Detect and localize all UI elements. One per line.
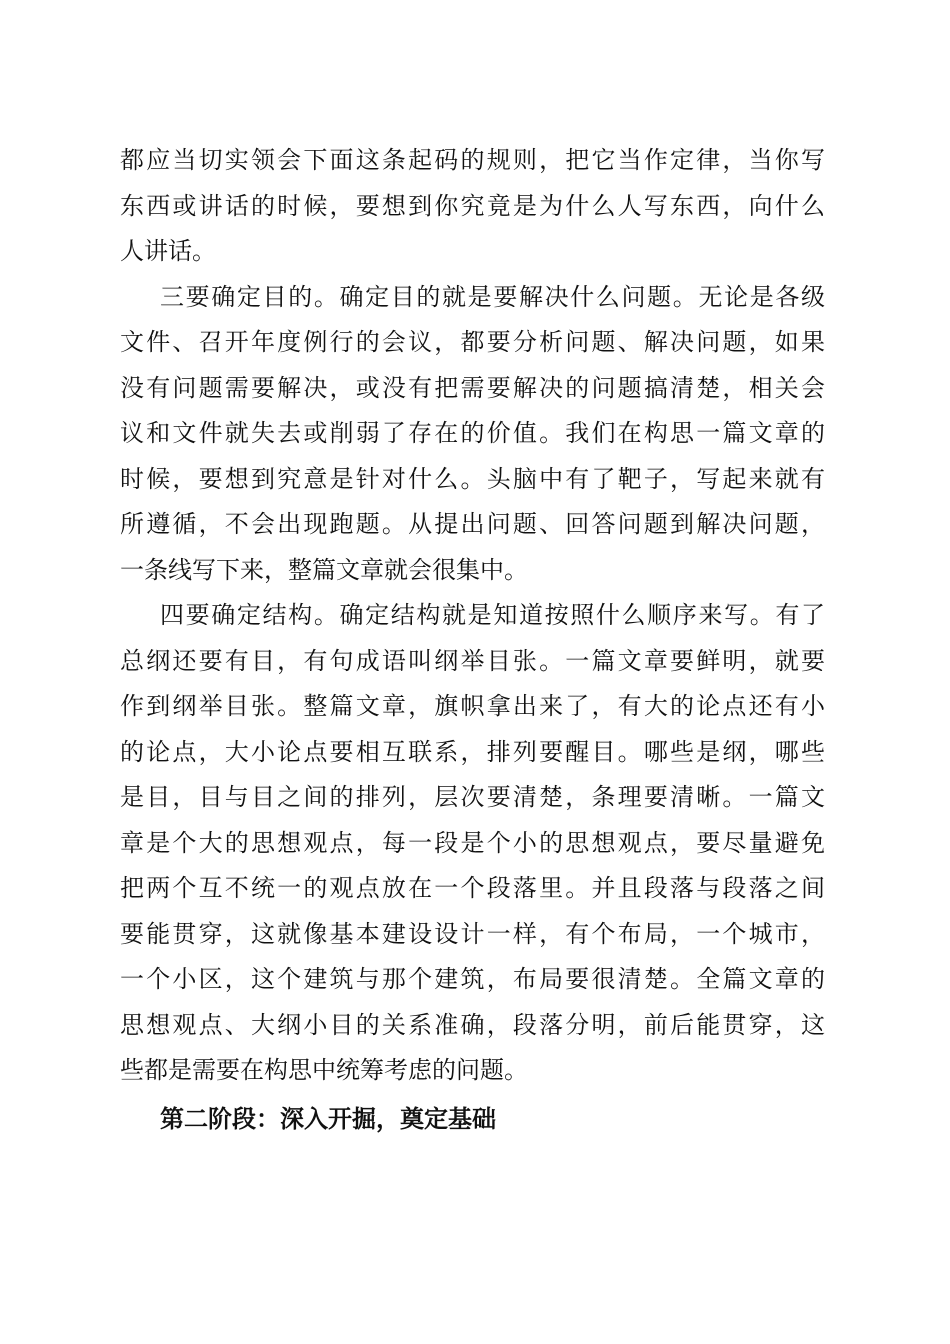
text-line: 没有问题需要解决，或没有把需要解决的问题搞清楚，相关会 [120, 373, 825, 402]
text-line: 作到纲举目张。整篇文章，旗帜拿出来了，有大的论点还有小 [120, 692, 825, 720]
paragraph-first-line: 四要确定结构。确定结构就是知道按照什么顺序来写。有了 [160, 601, 825, 629]
text-line: 都应当切实领会下面这条起码的规则，把它当作定律，当你写 [120, 146, 825, 174]
text-line: 议和文件就失去或削弱了存在的价值。我们在构思一篇文章的 [120, 419, 825, 447]
text-line: 思想观点、大纲小目的关系准确，段落分明，前后能贯穿，这 [120, 1010, 825, 1039]
section-heading: 第二阶段：深入开掘，奠定基础 [160, 1103, 496, 1133]
text-line: 些都是需要在构思中统筹考虑的问题。 [120, 1056, 528, 1084]
text-line: 是目，目与目之间的排列，层次要清楚，条理要清晰。一篇文 [120, 783, 825, 811]
text-line: 时候，要想到究意是针对什么。头脑中有了靶子，写起来就有 [120, 464, 825, 493]
text-line: 一条线写下来，整篇文章就会很集中。 [120, 555, 528, 584]
text-line: 文件、召开年度例行的会议，都要分析问题、解决问题，如果 [120, 328, 825, 356]
document-body [120, 138, 825, 1141]
text-line: 章是个大的思想观点，每一段是个小的思想观点，要尽量避免 [120, 828, 825, 857]
text-line: 东西或讲话的时候，要想到你究竟是为什么人写东西，向什么 [120, 191, 825, 220]
paragraph-first-line: 三要确定目的。确定目的就是要解决什么问题。无论是各级 [160, 282, 825, 311]
text-line: 的论点，大小论点要相互联系，排列要醒目。哪些是纲，哪些 [120, 737, 825, 766]
text-line: 人讲话。 [120, 237, 216, 265]
text-line: 要能贯穿，这就像基本建设设计一样，有个布局，一个城市， [120, 919, 825, 948]
text-line: 一个小区，这个建筑与那个建筑，布局要很清楚。全篇文章的 [120, 965, 825, 993]
text-line: 总纲还要有目，有句成语叫纲举目张。一篇文章要鲜明，就要 [120, 646, 825, 675]
text-line: 把两个互不统一的观点放在一个段落里。并且段落与段落之间 [120, 874, 825, 902]
text-line: 所遵循，不会出现跑题。从提出问题、回答问题到解决问题， [120, 510, 825, 538]
